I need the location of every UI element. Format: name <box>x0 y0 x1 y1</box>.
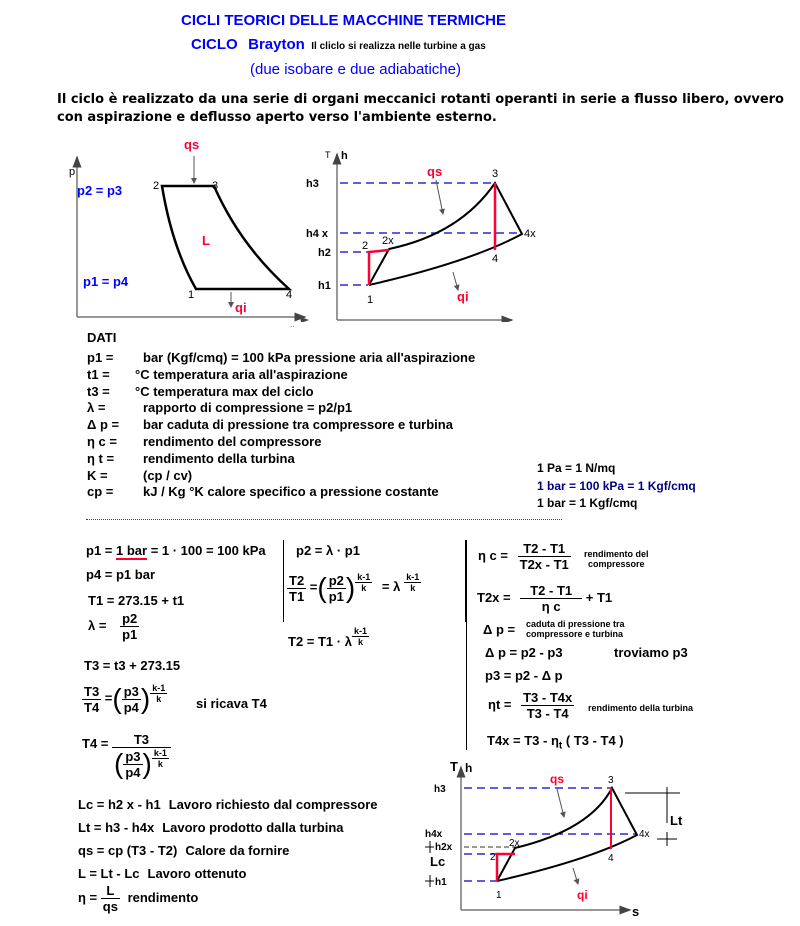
ts-diagram-bottom <box>420 755 690 925</box>
T4-num: T3 <box>112 732 171 748</box>
work-qs <box>78 843 289 858</box>
T2x-lhs: T2x = <box>477 589 511 605</box>
pv-point-1: 1 <box>188 289 195 301</box>
formula-lambda <box>88 611 139 642</box>
h2-label: h2 <box>318 247 331 259</box>
dati-description: (cp / cv) <box>143 467 193 483</box>
qs-desc: Calore da fornire <box>185 843 290 858</box>
qi-arrow-icon <box>453 272 458 290</box>
h2x-label: h2x <box>435 842 453 853</box>
p1-lhs: p1 = <box>86 543 116 558</box>
dati-title: DATI <box>87 330 117 345</box>
dati-description: °C temperatura max del ciclo <box>135 383 314 399</box>
h1-label: h1 <box>318 280 331 292</box>
lambda-num: p2 <box>122 611 138 626</box>
exponent-den: k <box>156 694 162 704</box>
Lt-label: Lt <box>670 813 683 828</box>
T4-lhs: T4 = <box>82 736 109 751</box>
ts-diagram-top <box>300 142 550 322</box>
divider-left <box>283 540 284 622</box>
T2-line: T2 = T1 · λ <box>288 634 352 649</box>
T4-exp-num: k-1 <box>153 748 167 758</box>
h4x-label: h4x <box>425 829 443 840</box>
qi-arrow-icon <box>573 868 578 884</box>
h1-label: h1 <box>435 877 447 888</box>
ts-qi-label: qi <box>457 289 469 304</box>
h4x-label: h4 x <box>306 228 329 240</box>
formula-etac <box>478 541 571 572</box>
formula-dp: Δ p = p2 - p3 <box>485 645 563 660</box>
pv-qs-label: qs <box>184 137 200 152</box>
dati-symbol: η t = <box>87 450 115 466</box>
T2-num: T2 <box>289 572 305 588</box>
exp-num: k-1 <box>357 572 371 582</box>
T4-p-den: p4 <box>125 764 141 780</box>
etat-lhs: ηt = <box>488 696 512 712</box>
etat-note: rendimento della turbina <box>588 703 694 713</box>
T2x-tail: + T1 <box>585 589 613 605</box>
unit-pa: 1 Pa = 1 N/mq <box>537 461 616 475</box>
h3-label: h3 <box>434 784 446 795</box>
ts-qs-label: qs <box>550 772 565 786</box>
T2x-den: η c <box>541 599 561 614</box>
p1-underlined-value: 1 bar <box>116 543 148 558</box>
lambda-lhs: λ = <box>88 617 107 633</box>
label-p1-p4: p1 = p4 <box>83 274 129 289</box>
etac-note-2: compressore <box>587 559 645 569</box>
p2-num: p2 <box>328 572 344 588</box>
T4-exp-den: k <box>157 759 163 769</box>
lambda-den: p1 <box>122 627 138 642</box>
ts-point-4x: 4x <box>639 829 650 840</box>
ts-point-4: 4 <box>492 253 499 265</box>
h-axis-label: h <box>465 761 473 775</box>
dati-symbol: p1 = <box>87 350 114 365</box>
cycle-note: Il cliclo si realizza nelle turbine a gas <box>311 41 486 52</box>
formula-T4x <box>487 733 624 752</box>
etat-den: T3 - T4 <box>526 706 569 721</box>
dati-symbol: t1 = <box>87 366 110 382</box>
T4x-main: T4x = T3 - η <box>487 733 559 748</box>
exp-den: k <box>361 583 367 593</box>
ts-qi-label: qi <box>577 888 588 902</box>
Lc-formula: Lc = h2 x - h1 <box>78 797 161 812</box>
intro-line-1: Il ciclo è realizzato da una serie di organi meccanici rotanti operanti in serie a flusso libero, ovvero <box>57 92 784 107</box>
ts-point-4: 4 <box>608 853 614 864</box>
dati-description: °C temperatura aria all'aspirazione <box>135 366 348 382</box>
p-ratio-den: p4 <box>123 699 139 715</box>
formula-T3-T4-ratio: $\frac{T3}{T4}$ =( $\frac{p3}{p4}$ ) $\frac{k-1}{k}$ <box>84 683 166 715</box>
ts-point-3: 3 <box>492 168 499 180</box>
formula-p4: p4 = p1 bar <box>86 567 155 582</box>
ts-point-1: 1 <box>496 890 502 901</box>
Lt-formula: Lt = h3 - h4x <box>78 820 155 835</box>
dp-note-1: caduta di pressione tra <box>526 619 625 629</box>
brayton-cycle-ts <box>369 183 522 285</box>
formula-T2-T1-ratio: $\frac{T2}{T1}$ =( $\frac{p2}{p1}$ ) $\frac{k-1}{k}$ = λ $\frac{k-1}{k}$ <box>289 572 420 604</box>
T4-p-num: p3 <box>125 748 141 764</box>
cycle-prefix: CICLO <box>191 36 238 53</box>
pv-point-4: 4 <box>286 289 293 301</box>
dati-description: rapporto di compressione = p2/p1 <box>143 400 353 416</box>
qs-formula: qs = cp (T3 - T2) <box>78 843 178 858</box>
dati-symbol: t3 = <box>87 383 110 399</box>
dati-symbol: cp = <box>87 484 114 500</box>
pv-point-2: 2 <box>153 180 160 192</box>
qs-arrow-icon <box>557 789 564 817</box>
work-Lc <box>78 797 378 812</box>
dati-description: bar (Kgf/cmq) = 100 kPa pressione aria all'aspirazione <box>143 350 476 365</box>
ts-point-1: 1 <box>367 294 374 306</box>
etac-num: T2 - T1 <box>518 541 571 557</box>
ts-point-3: 3 <box>608 775 614 786</box>
pv-diagram <box>60 135 310 330</box>
intro-line-2: con aspirazione e deflusso aperto verso l'ambiente esterno. <box>57 110 497 125</box>
lambda-exp-num: k-1 <box>406 572 420 582</box>
t-axis-label: T <box>450 759 458 774</box>
L-desc: Lavoro ottenuto <box>147 866 247 881</box>
subtitle: (due isobare e due adiabatiche) <box>250 61 461 78</box>
work-Lt <box>78 820 344 835</box>
etat-num: T3 - T4x <box>523 690 573 705</box>
ts-point-2x: 2x <box>382 235 394 247</box>
pv-qi-label: qi <box>235 300 247 315</box>
exponent-num: k-1 <box>152 683 166 693</box>
T2-exp-den: k <box>357 637 363 647</box>
t-axis-label: T <box>325 150 331 160</box>
page-title: CICLI TEORICI DELLE MACCHINE TERMICHE <box>181 12 506 29</box>
p1-den: p1 <box>328 588 344 604</box>
work-eta <box>78 883 198 914</box>
ts-point-4x: 4x <box>524 228 536 240</box>
formula-T2x <box>477 583 612 614</box>
cycle-name: Brayton <box>248 36 305 53</box>
eta-lhs: η = <box>78 889 98 905</box>
label-p2-p3: p2 = p3 <box>77 183 123 198</box>
eta-desc: rendimento <box>127 889 199 905</box>
h-axis-label: h <box>341 150 348 162</box>
eta-num: L <box>101 883 120 899</box>
dp-note <box>526 619 625 639</box>
v-axis-mark: .. <box>290 320 295 329</box>
work-L <box>78 866 246 881</box>
eq-lambda: = λ <box>381 579 401 595</box>
formula-p1 <box>86 543 266 558</box>
p-ratio-num: p3 <box>123 683 139 699</box>
dp-note-2: compressore e turbina <box>526 629 624 639</box>
formula-p2: p2 = λ · p1 <box>296 543 360 558</box>
dati-symbol: λ = <box>87 400 106 416</box>
dati-description: rendimento del compressore <box>143 434 322 449</box>
ratio-den: T4 <box>84 699 100 715</box>
dati-description: kJ / Kg °K calore specifico a pressione costante <box>143 484 439 500</box>
etac-note-1: rendimento del <box>584 549 649 559</box>
eta-den: qs <box>102 899 118 914</box>
L-formula: L = Lt - Lc <box>78 866 140 881</box>
h3-label: h3 <box>306 178 319 190</box>
pv-work-label: L <box>202 233 210 248</box>
ts-qs-label: qs <box>427 164 443 179</box>
formula-etat <box>488 690 574 721</box>
cycle-heading <box>191 36 486 54</box>
ts-point-2x: 2x <box>509 838 520 849</box>
divider-far-right <box>466 540 467 750</box>
formula-p3: p3 = p2 - Δ p <box>485 668 563 683</box>
T1-den: T1 <box>289 588 305 604</box>
unit-bar-kgf: 1 bar = 1 Kgf/cmq <box>537 496 638 510</box>
dati-description: rendimento della turbina <box>143 450 295 466</box>
formula-T3: T3 = t3 + 273.15 <box>84 658 181 673</box>
Lc-label: Lc <box>430 854 446 869</box>
dati-symbol: K = <box>87 467 108 483</box>
formula-T4: T4 = T3 ( $\frac{p3}{p4}$ ) $\frac{k-1}{k}$ <box>82 732 171 780</box>
troviamo-text: troviamo p3 <box>614 645 688 660</box>
qs-arrow-icon <box>436 180 443 214</box>
brayton-cycle-pv <box>162 186 289 289</box>
formula-dp-def: Δ p = <box>483 622 516 637</box>
etac-den: T2x - T1 <box>519 557 569 572</box>
si-ricava-text: si ricava T4 <box>196 696 267 711</box>
T2x-num: T2 - T1 <box>520 583 582 599</box>
p-axis-label: p <box>69 166 76 178</box>
Lc-desc: Lavoro richiesto dal compressore <box>168 797 378 812</box>
etac-lhs: η c = <box>478 547 508 563</box>
s-axis-label: s <box>632 904 640 919</box>
ts-point-2: 2 <box>490 852 496 863</box>
p1-rhs: = 1 · 100 = 100 kPa <box>147 543 266 558</box>
formula-T2 <box>288 626 369 655</box>
T4x-tail: ( T3 - T4 ) <box>562 733 624 748</box>
dati-symbol: η c = <box>87 434 117 449</box>
ratio-num: T3 <box>84 683 100 699</box>
etac-note <box>584 549 649 569</box>
dati-symbol: Δ p = <box>87 417 120 433</box>
pv-point-3: 3 <box>212 180 219 192</box>
dati-description: bar caduta di pressione tra compressore e turbina <box>143 417 453 433</box>
T4x-sub: t <box>558 740 563 752</box>
unit-bar-kpa: 1 bar = 100 kPa = 1 Kgf/cmq <box>537 479 696 493</box>
Lt-desc: Lavoro prodotto dalla turbina <box>162 820 344 835</box>
ts-point-2: 2 <box>362 240 369 252</box>
section-divider <box>86 519 562 520</box>
formula-T1: T1 = 273.15 + t1 <box>88 593 185 608</box>
T2-exp-num: k-1 <box>353 626 367 636</box>
lambda-exp-den: k <box>410 583 416 593</box>
